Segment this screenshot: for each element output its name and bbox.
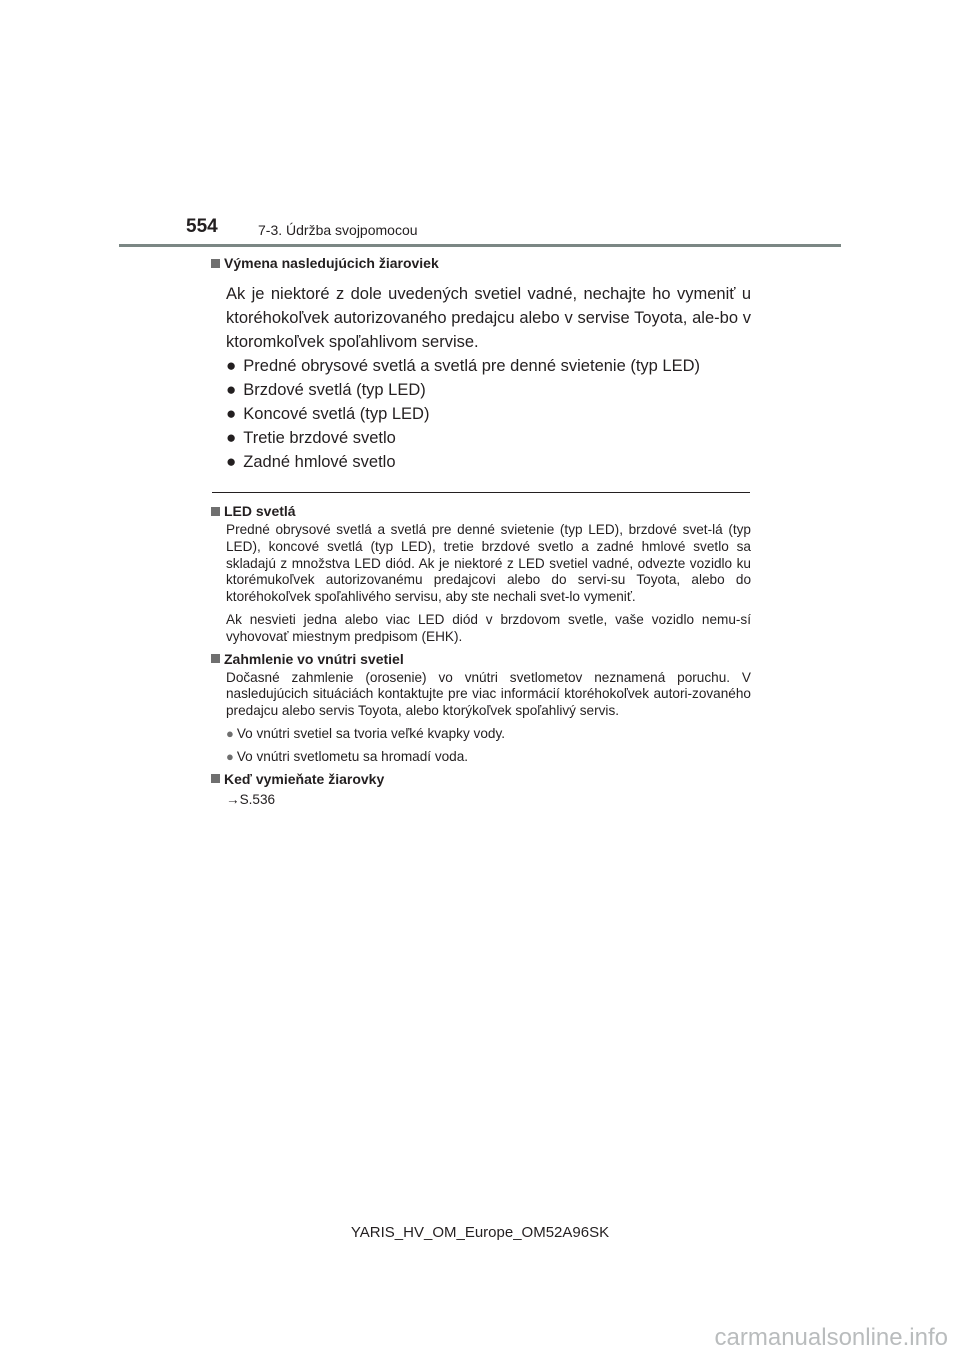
bullet-dot-icon: ● (226, 452, 237, 471)
heading-text: Zahmlenie vo vnútri svetiel (224, 650, 404, 667)
header-rule (119, 244, 841, 247)
bulb-list (211, 354, 751, 474)
bullet-dot-icon: ● (226, 725, 234, 741)
heading-text: LED svetlá (224, 503, 296, 519)
heading-text: Keď vymieňate žiarovky (224, 770, 385, 787)
square-bullet-icon (211, 259, 220, 268)
bullet-dot-icon: ● (226, 380, 237, 399)
paragraph-led-lights: Predné obrysové svetlá a svetlá pre denné svietenie (typ LED), brzdové svet-lá (typ LED), koncové svetlá (typ LED), tretie brzdové svetlo a zadné hmlové svetlo sa skladajú z množstva LED diód. Ak je niektoré z LED svetiel vadné, odvezte vozidlo ku ktorémukoľvek autorizovanému predajcovi alebo do servi-su Toyota, alebo do ktoréhokoľvek spoľahlivého servisu, aby ste nechali svet-lo vymeniť. (226, 522, 751, 605)
page-number: 554 (186, 216, 218, 237)
paragraph-fogging: Dočasné zahmlenie (orosenie) vo vnútri svetlometov neznamená poruchu. V nasledujúcich situáciách kontaktujte pre viac informácií ktoréhokoľvek autori-zovaného predajcu alebo servis Toyota, alebo ktorýkoľvek spoľahlivý servis. (226, 669, 751, 719)
section-title: 7-3. Údržba svojpomocou (258, 222, 418, 238)
list-item: ● Vo vnútri svetlometu sa hromadí voda. (226, 748, 469, 764)
list-item: ● Vo vnútri svetiel sa tvoria veľké kvapky vody. (226, 725, 506, 741)
list-item: ● Zadné hmlové svetlo (226, 450, 751, 474)
square-bullet-icon (211, 654, 220, 663)
page-reference-link[interactable]: →S.536 (226, 791, 276, 807)
bullet-dot-icon: ● (226, 428, 237, 447)
list-item: ● Koncové svetlá (typ LED) (226, 402, 751, 426)
heading-text: Výmena nasledujúcich žiaroviek (224, 255, 439, 271)
heading-replacing-bulbs (211, 770, 751, 788)
bullet-dot-icon: ● (226, 356, 237, 375)
bullet-dot-icon: ● (226, 748, 234, 764)
list-item: ● Brzdové svetlá (typ LED) (226, 378, 751, 402)
heading-fogging (211, 650, 751, 668)
bullet-dot-icon: ● (226, 404, 237, 423)
section-divider (212, 492, 750, 493)
square-bullet-icon (211, 507, 220, 516)
page-content (211, 254, 751, 808)
heading-led-lights (211, 502, 751, 520)
footer-document-code: YARIS_HV_OM_Europe_OM52A96SK (350, 1224, 610, 1241)
list-item: ● Tretie brzdové svetlo (226, 426, 751, 450)
paragraph-led-brake: Ak nesvieti jedna alebo viac LED diód v brzdovom svetle, vaše vozidlo nemu-sí vyhovovať miestnym predpisom (EHK). (226, 611, 751, 644)
watermark-logo: carmanualsonline.info (714, 1324, 948, 1351)
heading-bulb-replacement (211, 254, 751, 272)
paragraph-bulb-replacement: Ak je niektoré z dole uvedených svetiel vadné, nechajte ho vymeniť u ktoréhokoľvek autorizovaného predajcu alebo v servise Toyota, ale-bo v ktoromkoľvek spoľahlivom servise. (226, 285, 751, 351)
square-bullet-icon (211, 774, 220, 783)
list-item: ● Predné obrysové svetlá a svetlá pre denné svietenie (typ LED) (226, 354, 751, 378)
